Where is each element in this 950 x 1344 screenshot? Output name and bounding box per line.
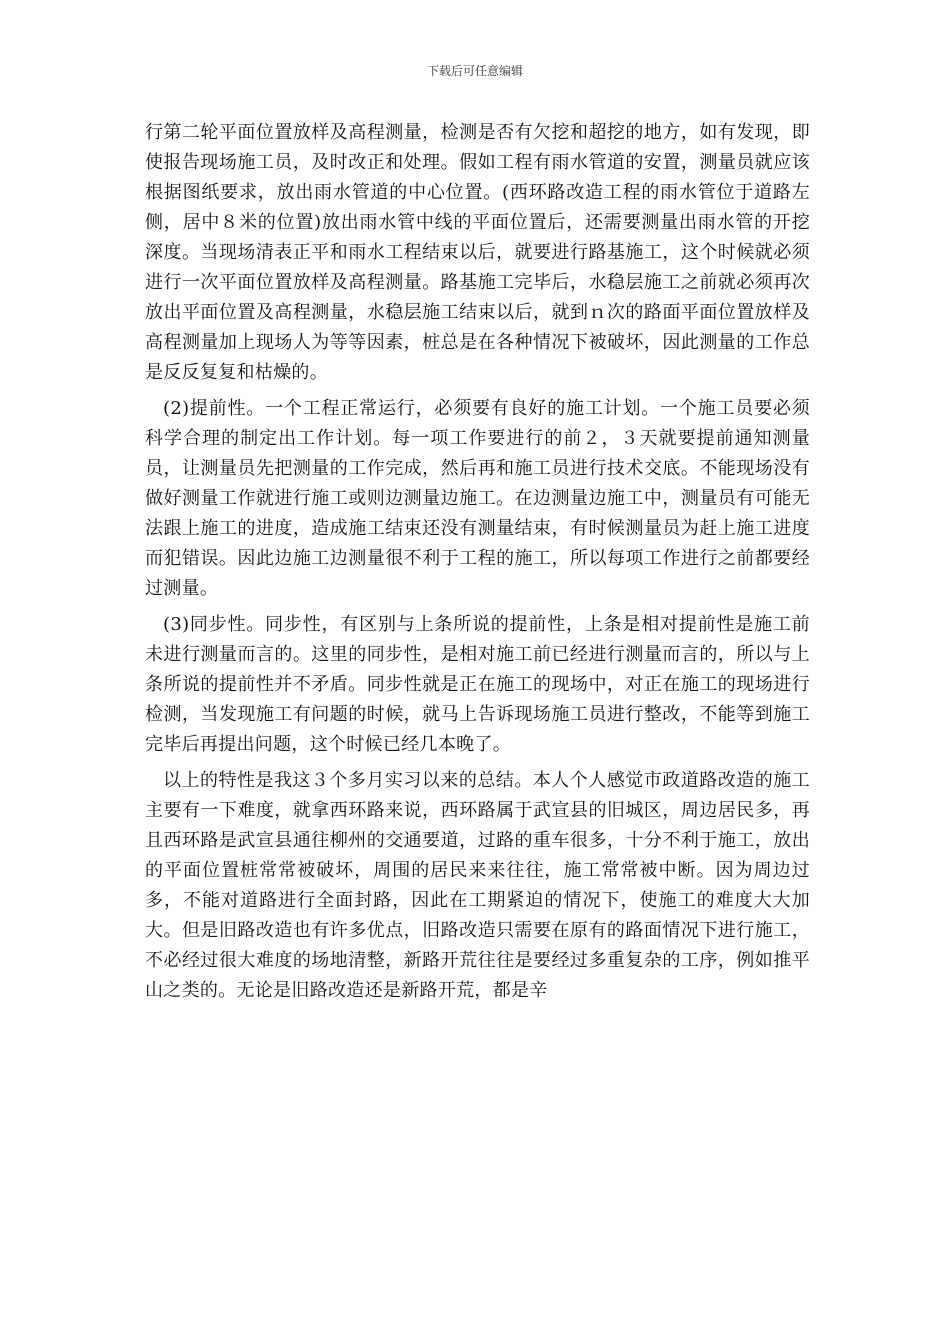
paragraph-4: 以上的特性是我这３个多月实习以来的总结。本人个人感觉市政道路改造的施工主要有一下难度，就拿西环路来说，西环路属于武宣县的旧城区，周边居民多，再且西环路是武宣县通往柳州的交通要道，过路的重车很多，十分不利于施工，放出的平面位置桩常常被破坏，周围的居民来来往往，施工常常被中断。因为周边过多，不能对道路进行全面封路，因此在工期紧迫的情况下，使施工的难度大大加大。但是旧路改造也有许多优点，旧路改造只需要在原有的路面情况下进行施工，不必经过很大难度的场地清整，新路开荒往往是要经过多重复杂的工序，例如推平山之类的。无论是旧路改造还是新路开荒，都是辛	[145, 770, 810, 1001]
page-header: 下载后可任意编辑	[426, 64, 523, 78]
paragraph-2: (2)提前性。一个工程正常运行，必须要有良好的施工计划。一个施工员要必须科学合理的制定出工作计划。每一项工作要进行的前２，３天就要提前通知测量员，让测量员先把测量的工作完成，然后再和施工员进行技术交底。不能现场没有做好测量工作就进行施工或则边测量边施工。在边测量边施工中，测量员有可能无法跟上施工的进度，造成施工结束还没有测量结束，有时候测量员为赶上施工进度而犯错误。因此边施工边测量很不利于工程的施工，所以每项工作进行之前都要经过测量。	[145, 398, 810, 599]
paragraph-1: 行第二轮平面位置放样及高程测量，检测是否有欠挖和超挖的地方，如有发现，即使报告现场施工员，及时改正和处理。假如工程有雨水管道的安置，测量员就应该根据图纸要求，放出雨水管道的中心位置。(西环路改造工程的雨水管位于道路左侧，居中８米的位置)放出雨水管中线的平面位置后，还需要测量出雨水管的开挖深度。当现场清表正平和雨水工程结束以后，就要进行路基施工，这个时候就必须进行一次平面位置放样及高程测量。路基施工完毕后，水稳层施工之前就必须再次放出平面位置及高程测量，水稳层施工结束以后，就到ｎ次的路面平面位置放样及高程测量加上现场人为等等因素，桩总是在各种情况下被破坏，因此测量的工作总是反反复复和枯燥的。	[145, 122, 810, 383]
document-body	[145, 118, 810, 1006]
paragraph-3: (3)同步性。同步性，有区别与上条所说的提前性，上条是相对提前性是施工前未进行测量而言的。这里的同步性，是相对施工前已经进行测量而言的，所以与上条所说的提前性并不矛盾。同步性就是正在施工的现场中，对正在施工的现场进行检测，当发现施工有问题的时候，就马上告诉现场施工员进行整改，不能等到施工完毕后再提出问题，这个时候已经几本晚了。	[145, 614, 810, 755]
